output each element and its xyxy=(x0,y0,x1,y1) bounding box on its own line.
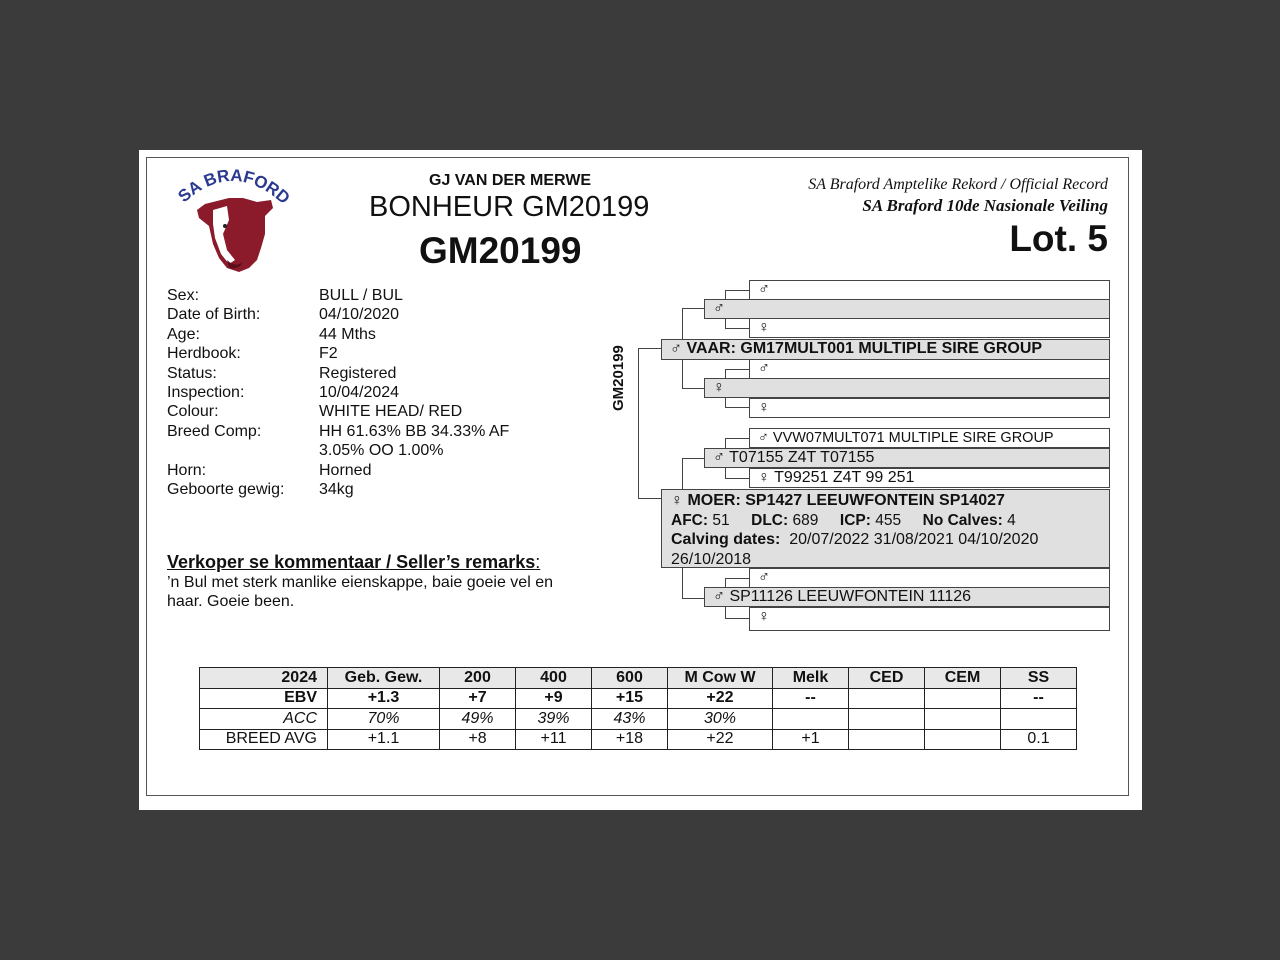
info-row xyxy=(167,422,544,461)
info-value: WHITE HEAD/ RED xyxy=(319,403,463,421)
table-header-cell: 600 xyxy=(592,668,668,689)
female-icon: ♀ xyxy=(758,319,770,336)
pedigree-connector xyxy=(638,348,661,349)
info-value: Horned xyxy=(319,461,372,479)
info-label: Inspection: xyxy=(167,384,245,402)
table-cell: 0.1 xyxy=(1001,729,1077,750)
pedigree-sire-dam-dam xyxy=(749,398,1110,418)
table-row xyxy=(200,709,1077,730)
pedigree-sire-dam-sire xyxy=(749,359,1110,379)
info-value: 34kg xyxy=(319,481,354,499)
official-record-line: SA Braford Amptelike Rekord / Official Record xyxy=(808,176,1108,193)
pedigree-dam-sire-sire xyxy=(749,428,1110,448)
table-cell: 30% xyxy=(668,709,773,730)
table-cell: 49% xyxy=(440,709,516,730)
table-row xyxy=(200,729,1077,750)
table-cell: +15 xyxy=(592,688,668,709)
dam-dam-name: SP11126 LEEUWFONTEIN 11126 xyxy=(729,588,972,605)
pedigree-connector xyxy=(682,388,704,389)
male-icon: ♂ xyxy=(758,281,770,298)
animal-info xyxy=(167,286,544,499)
male-icon: ♂ xyxy=(758,360,770,377)
table-cell: EBV xyxy=(200,688,328,709)
dam-sire-dam-name: T99251 Z4T 99 251 xyxy=(774,469,915,486)
info-label: Date of Birth: xyxy=(167,306,261,324)
svg-text:SA BRAFORD: SA BRAFORD xyxy=(174,165,294,208)
calving-dates xyxy=(671,530,1100,569)
pedigree-connector xyxy=(638,498,661,499)
table-cell xyxy=(1001,709,1077,730)
info-label: Geboorte gewig: xyxy=(167,481,285,499)
pedigree-sire-sire-sire xyxy=(749,280,1110,300)
table-cell: +18 xyxy=(592,729,668,750)
info-label: Age: xyxy=(167,325,200,343)
table-cell xyxy=(849,729,925,750)
info-value: BULL / BUL xyxy=(319,287,403,304)
table-cell xyxy=(849,709,925,730)
info-value: F2 xyxy=(319,345,338,363)
table-cell: 43% xyxy=(592,709,668,730)
pedigree-connector xyxy=(682,458,683,489)
info-label: Sex: xyxy=(167,287,200,304)
pedigree-connector xyxy=(682,568,683,598)
pedigree-dam-sire-dam xyxy=(749,468,1110,488)
dam-sire-name: T07155 Z4T T07155 xyxy=(729,449,875,466)
female-icon: ♀ xyxy=(758,469,770,486)
pedigree-connector xyxy=(725,369,749,370)
calving-dates-value: 20/07/2022 31/08/2021 04/10/2020 26/10/2018 xyxy=(671,531,1039,568)
pedigree-sire-sire-dam xyxy=(749,318,1110,338)
pedigree-subject-label: GM20199 xyxy=(610,345,627,411)
lot-number: Lot. 5 xyxy=(1009,218,1108,259)
afc-label: AFC: xyxy=(671,511,709,529)
info-row xyxy=(167,364,544,383)
pedigree-dam xyxy=(661,489,1110,568)
table-cell: +8 xyxy=(440,729,516,750)
remarks-colon: : xyxy=(535,552,541,572)
table-row xyxy=(200,688,1077,709)
table-cell xyxy=(773,709,849,730)
table-cell xyxy=(925,709,1001,730)
table-header-cell: 2024 xyxy=(200,668,328,689)
registration-number: GM20199 xyxy=(419,230,582,271)
pedigree-connector xyxy=(725,290,749,291)
remarks-heading xyxy=(167,552,540,573)
pedigree-dam-dam-sire xyxy=(749,568,1110,588)
pedigree-sire xyxy=(661,339,1110,360)
info-value: 10/04/2024 xyxy=(319,384,400,402)
table-cell: +9 xyxy=(516,688,592,709)
info-label: Breed Comp: xyxy=(167,422,262,440)
table-header-row xyxy=(200,668,1077,689)
pedigree-dam-dam xyxy=(704,587,1110,607)
table-header-cell: 200 xyxy=(440,668,516,689)
male-icon: ♂ xyxy=(758,430,769,446)
table-cell: BREED AVG xyxy=(200,729,328,750)
table-header-cell: Geb. Gew. xyxy=(328,668,440,689)
table-cell: +22 xyxy=(668,729,773,750)
owner-name: GJ VAN DER MERWE xyxy=(429,172,592,189)
record-border xyxy=(146,157,1129,796)
animal-name: BONHEUR GM20199 xyxy=(369,191,650,223)
pedigree-connector xyxy=(725,578,749,579)
table-header-cell: CEM xyxy=(925,668,1001,689)
table-cell: ACC xyxy=(200,709,328,730)
icp-label: ICP: xyxy=(839,511,871,529)
info-value: 04/10/2020 xyxy=(319,306,400,324)
male-icon: ♂ xyxy=(713,588,725,605)
female-icon: ♀ xyxy=(671,492,683,509)
pedigree-sire-sire xyxy=(704,299,1110,319)
male-icon: ♂ xyxy=(758,569,770,586)
info-value: 44 Mths xyxy=(319,325,376,343)
dam-stats xyxy=(671,511,1100,531)
table-cell: +7 xyxy=(440,688,516,709)
icp-value: 455 xyxy=(875,511,902,529)
remarks-heading-text: Verkoper se kommentaar / Seller’s remarks xyxy=(167,552,536,572)
table-header-cell: Melk xyxy=(773,668,849,689)
table-cell: -- xyxy=(1001,688,1077,709)
pedigree-connector xyxy=(682,458,704,459)
pedigree-sire-dam xyxy=(704,378,1110,398)
info-label: Horn: xyxy=(167,461,207,479)
table-header-cell: M Cow W xyxy=(668,668,773,689)
sire-name: VAAR: GM17MULT001 MULTIPLE SIRE GROUP xyxy=(686,340,1043,357)
table-cell xyxy=(925,688,1001,709)
pedigree-connector xyxy=(682,308,704,309)
dam-sire-sire-name: VVW07MULT071 MULTIPLE SIRE GROUP xyxy=(772,430,1054,446)
table-cell: +1 xyxy=(773,729,849,750)
male-icon: ♂ xyxy=(713,300,725,317)
table-cell xyxy=(925,729,1001,750)
ebv-table xyxy=(199,667,1077,750)
info-value: Registered xyxy=(319,364,397,382)
table-cell: +22 xyxy=(668,688,773,709)
table-cell: 70% xyxy=(328,709,440,730)
info-row xyxy=(167,305,544,324)
pedigree-connector xyxy=(725,328,749,329)
pedigree-connector xyxy=(638,348,639,498)
calves-value: 4 xyxy=(1007,511,1016,529)
info-label: Colour: xyxy=(167,403,219,421)
info-label: Herdbook: xyxy=(167,345,241,363)
info-row xyxy=(167,461,544,480)
sa-braford-logo xyxy=(169,164,295,276)
female-icon: ♀ xyxy=(758,399,770,416)
info-row xyxy=(167,286,544,305)
info-value: HH 61.63% BB 34.33% AF 3.05% OO 1.00% xyxy=(319,422,510,460)
female-icon: ♀ xyxy=(713,379,725,396)
pedigree-dam-dam-dam xyxy=(749,607,1110,631)
dam-name: MOER: SP1427 LEEUWFONTEIN SP14027 xyxy=(687,492,1005,509)
auction-line: SA Braford 10de Nasionale Veiling xyxy=(862,196,1108,215)
afc-value: 51 xyxy=(712,511,730,529)
table-cell: +1.3 xyxy=(328,688,440,709)
table-cell: -- xyxy=(773,688,849,709)
table-header-cell: SS xyxy=(1001,668,1077,689)
calves-label: No Calves: xyxy=(922,511,1003,529)
pedigree-connector xyxy=(725,407,749,408)
pedigree-connector xyxy=(725,438,749,439)
dlc-value: 689 xyxy=(792,511,819,529)
male-icon: ♂ xyxy=(713,449,725,466)
remarks-text: ’n Bul met sterk manlike eienskappe, baie goeie vel en haar. Goeie been. xyxy=(167,574,553,611)
info-row xyxy=(167,325,544,344)
table-cell xyxy=(849,688,925,709)
pedigree-connector xyxy=(725,478,749,479)
table-cell: +1.1 xyxy=(328,729,440,750)
male-icon: ♂ xyxy=(670,340,682,357)
dam-title xyxy=(671,491,1100,511)
female-icon: ♀ xyxy=(758,608,770,625)
table-header-cell: 400 xyxy=(516,668,592,689)
pedigree-connector xyxy=(725,618,749,619)
dlc-label: DLC: xyxy=(751,511,789,529)
info-row xyxy=(167,480,544,499)
record-card xyxy=(139,150,1142,810)
info-row xyxy=(167,383,544,402)
calving-label: Calving dates: xyxy=(671,531,781,548)
pedigree-dam-sire xyxy=(704,448,1110,468)
table-cell: 39% xyxy=(516,709,592,730)
table-cell: +11 xyxy=(516,729,592,750)
info-row xyxy=(167,402,544,421)
info-row xyxy=(167,344,544,363)
table-header-cell: CED xyxy=(849,668,925,689)
pedigree-connector xyxy=(682,598,704,599)
info-label: Status: xyxy=(167,364,217,382)
